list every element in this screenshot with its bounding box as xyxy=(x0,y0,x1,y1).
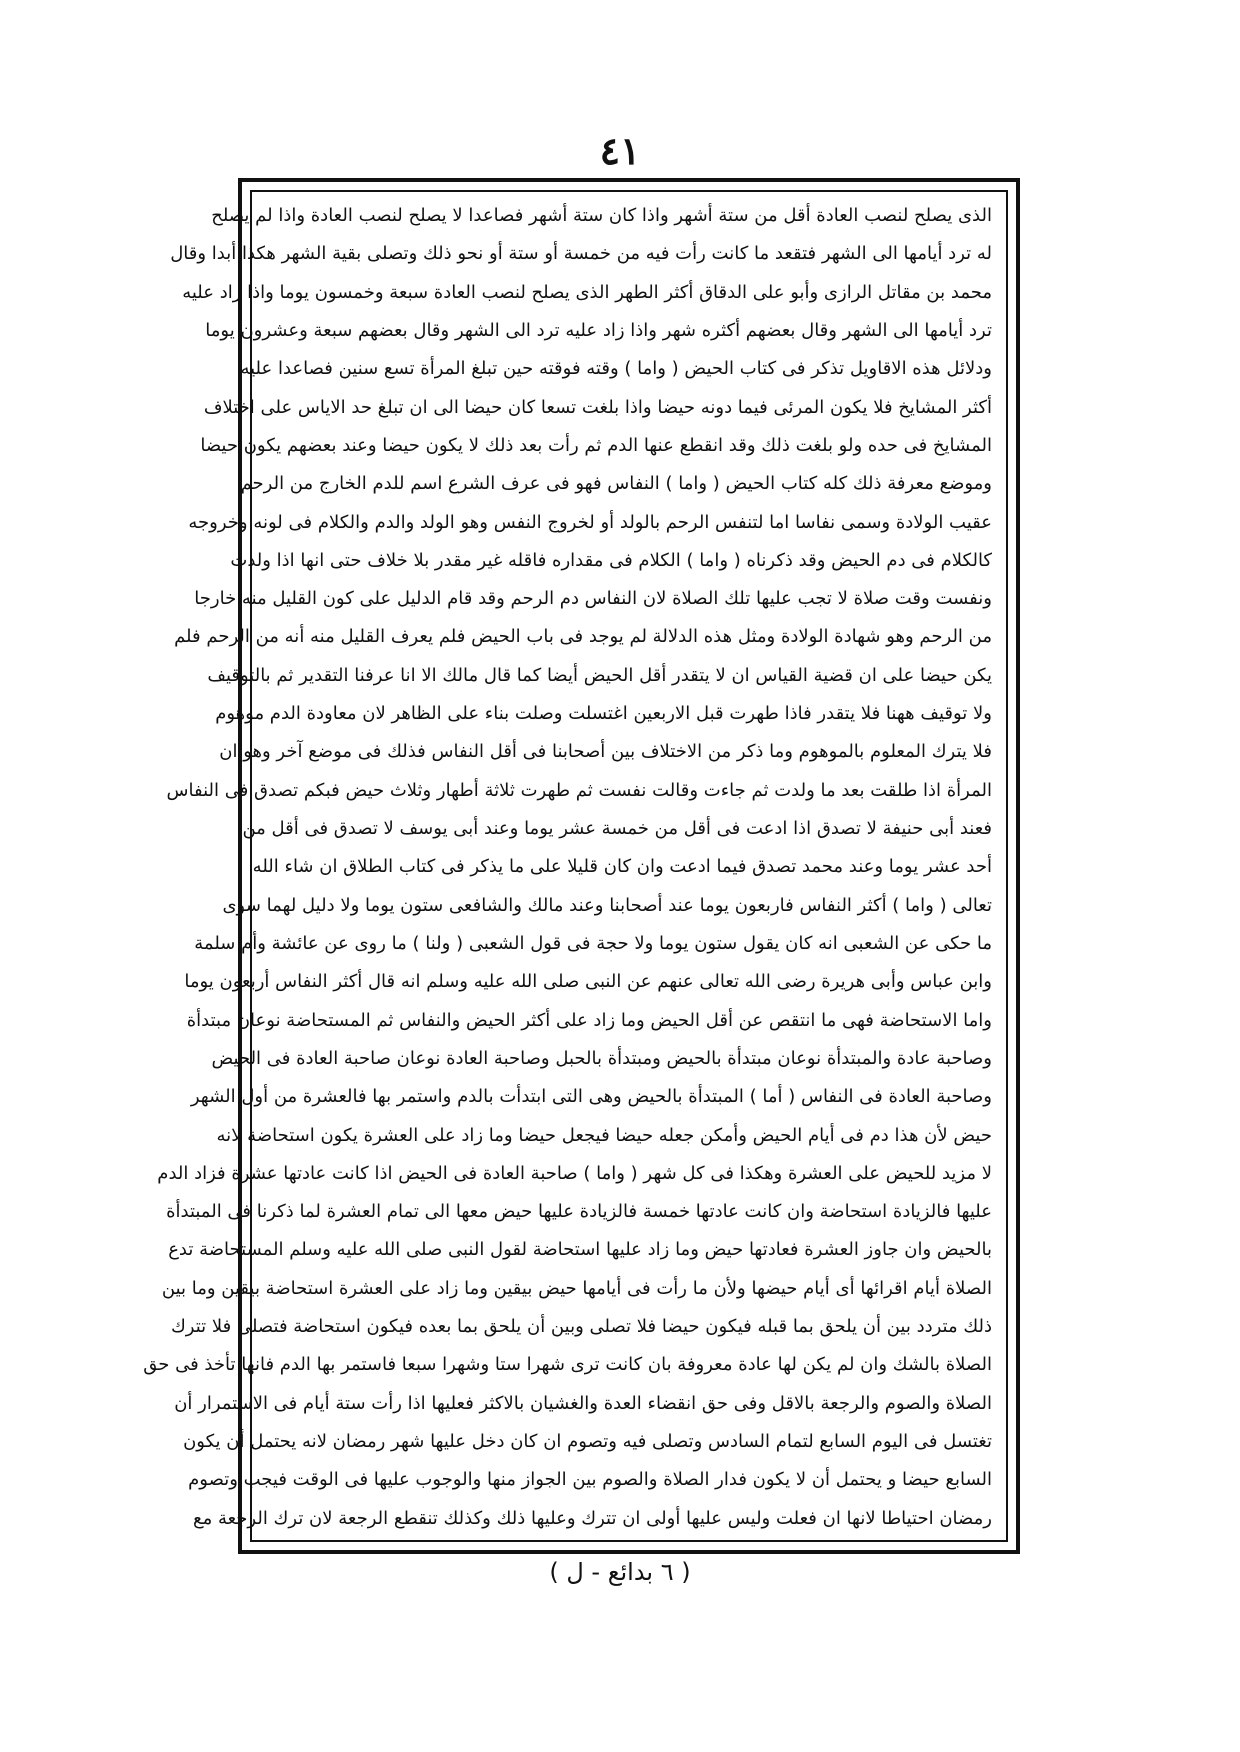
text-line: رمضان احتياطا لانها ان فعلت وليس عليها أولى ان تترك وعليها ذلك وكذلك تنقطع الرجعة لان ترك الرجعة مع xyxy=(193,1507,992,1529)
text-line: ودلائل هذه الاقاويل تذكر فى كتاب الحيض ( واما ) وقته فوقته حين تبلغ المرأة تسع سنين فصاعدا عليه xyxy=(240,358,992,380)
text-line: فعند أبى حنيفة لا تصدق اذا ادعت فى أقل من خمسة عشر يوما وعند أبى يوسف لا تصدق فى أقل من xyxy=(242,818,992,839)
text-line: له ترد أيامها الى الشهر فتقعد ما كانت رأت فيه من خمسة أو ستة أو نحو ذلك وتصلى بقية الشهر هكذا أبدا وقال xyxy=(170,243,992,265)
footer-signature: ( ٦ بدائع - ل ) xyxy=(549,1558,691,1586)
text-line: لا مزيد للحيض على العشرة وهكذا فى كل شهر ( واما ) صاحبة العادة فى الحيض اذا كانت عادتها عشرة فزاد الدم xyxy=(157,1162,992,1184)
text-line: أحد عشر يوما وعند محمد تصدق فيما ادعت وان كان قليلا على ما يذكر فى كتاب الطلاق ان شاء الله xyxy=(252,856,992,878)
text-line: ما حكى عن الشعبى انه كان يقول ستون يوما ولا حجة فى قول الشعبى ( ولنا ) ما روى عن عائشة وأم سلمة xyxy=(194,932,992,954)
text-line: ترد أيامها الى الشهر وقال بعضهم أكثره شهر واذا زاد عليه ترد الى الشهر وقال بعضهم سبعة وعشرون يوما xyxy=(205,319,992,341)
text-line: السابع حيضا و يحتمل أن لا يكون فدار الصلاة والصوم بين الجواز منها والوجوب عليها فى الوقت فيجب وتصوم xyxy=(188,1469,992,1491)
text-line: عليها فالزيادة استحاضة وان كانت عادتها خمسة فالزيادة عليها حيض معها الى تمام العشرة لما ذكرنا فى المبتدأة xyxy=(166,1201,992,1223)
text-line: بالحيض وان جاوز العشرة فعادتها حيض وما زاد عليها استحاضة لقول النبى صلى الله عليه وسلم المستحاضة تدع xyxy=(168,1239,992,1261)
text-line: أكثر المشايخ فلا يكون المرئى فيما دونه حيضا واذا بلغت تسعا كان حيضا الى ان تبلغ حد الاياس على اختلاف xyxy=(203,396,992,418)
text-line: فلا يترك المعلوم بالموهوم وما ذكر من الاختلاف بين أصحابنا فى أقل النفاس فذلك فى موضع آخر وهو ان xyxy=(219,741,992,763)
text-line: وصاحبة العادة فى النفاس ( أما ) المبتدأة بالحيض وهى التى ابتدأت بالدم واستمر بها فالعشرة من أول الشهر xyxy=(190,1086,992,1108)
page-frame xyxy=(143,178,1020,1554)
text-line: الصلاة بالشك وان لم يكن لها عادة معروفة بان كانت ترى شهرا ستا وشهرا سبعا فاستمر بها الدم فانها تأخذ فى حق xyxy=(143,1354,992,1376)
text-line: يكن حيضا على ان قضية القياس ان لا يتقدر أقل الحيض أيضا كما قال مالك الا انا عرفنا التقدير ثم بالتوقيف xyxy=(207,664,992,686)
text-line: تعالى ( واما ) أكثر النفاس فاربعون يوما عند أصحابنا وعند مالك والشافعى ستون يوما ولا دليل لهما سوى xyxy=(222,894,992,916)
text-line: المشايخ فى حده ولو بلغت ذلك وقد انقطع عنها الدم ثم رأت بعد ذلك لا يكون حيضا وعند بعضهم يكون حيضا xyxy=(200,434,992,456)
inner-frame xyxy=(143,190,1008,1542)
text-line: الصلاة والصوم والرجعة بالاقل وفى حق انقضاء العدة والغشيان بالاكثر فعليها اذا رأت ستة أيام فى الاستمرار أن xyxy=(174,1392,992,1414)
text-body xyxy=(143,200,992,1534)
text-line: محمد بن مقاتل الرازى وأبو على الدقاق أكثر الطهر الذى يصلح لنصب العادة سبعة وخمسون يوما واذا زاد عليه xyxy=(182,281,992,303)
text-line: عقيب الولادة وسمى نفاسا اما لتنفس الرحم بالولد أو لخروج النفس وهو الولد والدم والكلام فى لونه وخروجه xyxy=(188,511,992,533)
page-number: ٤١ xyxy=(599,128,641,173)
text-line: الصلاة أيام اقرائها أى أيام حيضها ولأن ما رأت فى أيامها حيض بيقين وما زاد على العشرة استحاضة بيقين وما بين xyxy=(161,1277,992,1299)
text-line: ولا توقيف ههنا فلا يتقدر فاذا طهرت قبل الاربعين اغتسلت وصلت بناء على الظاهر لان معاودة الدم موهوم xyxy=(215,703,992,725)
text-line: حيض لأن هذا دم فى أيام الحيض وأمكن جعله حيضا فيجعل حيضا وما زاد على العشرة يكون استحاضة لانه xyxy=(216,1124,992,1146)
text-line: واما الاستحاضة فهى ما انتقص عن أقل الحيض وما زاد على أكثر الحيض والنفاس ثم المستحاضة نوعان مبتدأة xyxy=(186,1009,992,1031)
text-line: وصاحبة عادة والمبتدأة نوعان مبتدأة بالحيض ومبتدأة بالحبل وصاحبة العادة نوعان صاحبة العادة فى الحيض xyxy=(211,1047,992,1069)
text-line: وموضع معرفة ذلك كله كتاب الحيض ( واما ) النفاس فهو فى عرف الشرع اسم للدم الخارج من الرحم xyxy=(240,473,992,495)
text-line: المرأة اذا طلقت بعد ما ولدت ثم جاءت وقالت نفست ثم طهرت ثلاثة أطهار وثلاث حيض فبكم تصدق فى النفاس xyxy=(166,779,992,801)
text-line: وابن عباس وأبى هريرة رضى الله تعالى عنهم عن النبى صلى الله عليه وسلم انه قال أكثر النفاس أربعون يوما xyxy=(184,971,992,993)
text-line: الذى يصلح لنصب العادة أقل من ستة أشهر واذا كان ستة أشهر فصاعدا لا يصلح لنصب العادة واذا لم يصلح xyxy=(211,205,992,226)
text-line: ونفست وقت صلاة لا تجب عليها تلك الصلاة لان النفاس دم الرحم وقد قام الدليل على كون القليل منه خارجا xyxy=(194,588,992,610)
text-line: كالكلام فى دم الحيض وقد ذكرناه ( واما ) الكلام فى مقداره فاقله غير مقدر بلا خلاف حتى انها اذا ولدت xyxy=(230,549,992,571)
text-line: ذلك متردد بين أن يلحق بما قبله فيكون حيضا فلا تصلى وبين أن يلحق بما بعده فيكون استحاضة فتصلى فلا تترك xyxy=(170,1316,992,1338)
text-line: من الرحم وهو شهادة الولادة ومثل هذه الدلالة لم يوجد فى باب الحيض فلم يعرف القليل منه أنه من الرحم فلم xyxy=(174,626,992,648)
text-line: تغتسل فى اليوم السابع لتمام السادس وتصلى فيه وتصوم ان كان دخل عليها شهر رمضان لانه يحتمل أن يكون xyxy=(183,1431,992,1452)
